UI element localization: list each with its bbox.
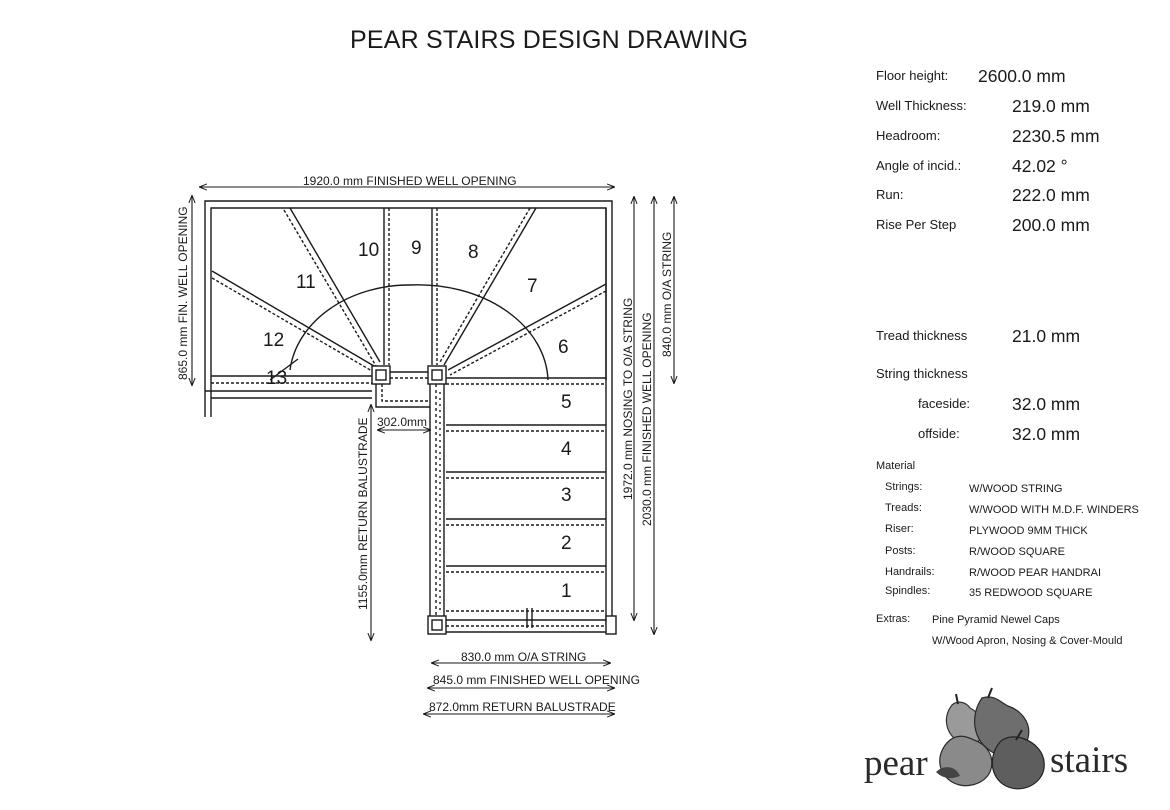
dim-text-gap: 302.0mm: [377, 415, 428, 429]
dim-text-right-middle: 2030.0 mm FINISHED WELL OPENING: [640, 312, 654, 526]
newel-post: [606, 616, 616, 634]
dim-text-right-inner: 1972.0 mm NOSING TO O/A STRING: [621, 297, 635, 500]
spec-label-well-thickness: Well Thickness:: [876, 98, 967, 113]
string-thickness-label: String thickness: [876, 366, 968, 381]
spec-label-angle: Angle of incid.:: [876, 158, 962, 173]
material-label-riser: Riser:: [885, 523, 914, 535]
return-balustrade-corner: [376, 384, 430, 407]
material-value-posts: R/WOOD SQUARE: [969, 546, 1065, 558]
newel-post: [428, 366, 446, 384]
pear-icon: [936, 688, 1044, 789]
return-balustrade-corner: [382, 384, 430, 401]
dim-text-bottom-1: 830.0 mm O/A STRING: [461, 650, 587, 664]
material-value-spindles: 35 REDWOOD SQUARE: [969, 587, 1093, 599]
step-number: 10: [358, 240, 380, 261]
spec-value-headroom: 2230.5 mm: [1012, 126, 1100, 146]
tread-thickness-label: Tread thickness: [876, 328, 968, 343]
dim-text-left: 865.0 mm FIN. WELL OPENING: [176, 206, 190, 380]
spec-value-well-thickness: 219.0 mm: [1012, 96, 1090, 116]
step-number: 4: [561, 439, 572, 460]
extras-label: Extras:: [876, 613, 911, 625]
logo-word-stairs: stairs: [1050, 740, 1129, 781]
material-title: Material: [876, 460, 916, 472]
logo-word-pear: pear: [864, 743, 928, 784]
step-number: 1: [561, 581, 572, 602]
material-value-treads: W/WOOD WITH M.D.F. WINDERS: [969, 504, 1139, 516]
step-number: 2: [561, 533, 572, 554]
pear-stairs-logo: [864, 688, 1128, 789]
step-number: 5: [561, 392, 572, 413]
spec-label-rise: Rise Per Step: [876, 217, 957, 232]
material-label-handrails: Handrails:: [885, 566, 935, 578]
step-number: 9: [411, 238, 422, 259]
material-value-strings: W/WOOD STRING: [969, 483, 1063, 495]
spec-value-floor-height: 2600.0 mm: [978, 66, 1066, 86]
extras-item: W/Wood Apron, Nosing & Cover-Mould: [932, 635, 1123, 647]
spec-label-headroom: Headroom:: [876, 128, 941, 143]
dim-text-top: 1920.0 mm FINISHED WELL OPENING: [303, 174, 517, 188]
step-number: 12: [263, 330, 285, 351]
offside-label: offside:: [918, 426, 960, 441]
step-number: 11: [296, 272, 316, 293]
walk-line-arc: [290, 285, 548, 380]
spec-label-floor-height: Floor height:: [876, 68, 949, 83]
dim-text-return-vertical: 1155.0mm RETURN BALUSTRADE: [356, 417, 370, 610]
step-number: 7: [527, 276, 538, 297]
dim-text-bottom-3: 872.0mm RETURN BALUSTRADE: [429, 700, 616, 714]
step-number: 6: [558, 337, 569, 358]
straight-treads: [446, 378, 606, 611]
dim-text-right-outer: 840.0 mm O/A STRING: [660, 231, 674, 357]
faceside-label: faceside:: [918, 396, 971, 411]
spec-value-rise: 200.0 mm: [1012, 215, 1090, 235]
spec-value-angle: 42.02 °: [1012, 156, 1068, 176]
step-number: 3: [561, 485, 572, 506]
material-label-spindles: Spindles:: [885, 585, 931, 597]
tread-thickness-value: 21.0 mm: [1012, 326, 1081, 346]
material-value-riser: PLYWOOD 9MM THICK: [969, 525, 1088, 537]
newel-post: [372, 366, 390, 384]
step-number: 13: [266, 368, 288, 389]
material-label-posts: Posts:: [885, 545, 916, 557]
dim-text-bottom-2: 845.0 mm FINISHED WELL OPENING: [433, 673, 640, 687]
spec-label-run: Run:: [876, 187, 904, 202]
offside-value: 32.0 mm: [1012, 424, 1081, 444]
step-number: 8: [468, 242, 479, 263]
spec-value-run: 222.0 mm: [1012, 185, 1090, 205]
page-title: PEAR STAIRS DESIGN DRAWING: [350, 26, 749, 54]
material-value-handrails: R/WOOD PEAR HANDRAI: [969, 567, 1102, 579]
extras-item: Pine Pyramid Newel Caps: [932, 614, 1060, 626]
material-label-strings: Strings:: [885, 481, 923, 493]
newel-post: [428, 616, 446, 634]
material-label-treads: Treads:: [885, 502, 922, 514]
faceside-value: 32.0 mm: [1012, 394, 1081, 414]
